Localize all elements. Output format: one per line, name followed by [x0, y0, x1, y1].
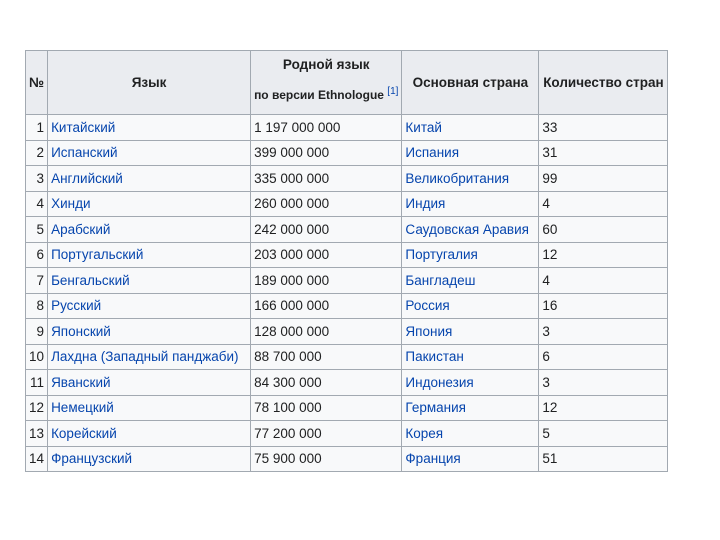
language-cell — [48, 166, 251, 192]
country-link[interactable]: Россия — [405, 298, 450, 314]
row-number: 1 — [26, 115, 48, 141]
language-cell — [48, 268, 251, 294]
country-count-cell: 3 — [539, 370, 668, 396]
country-count-cell: 3 — [539, 319, 668, 345]
table-row — [26, 293, 668, 319]
language-link[interactable]: Арабский — [51, 221, 111, 237]
header-native-source: по версии Ethnologue — [254, 88, 384, 102]
header-main-country[interactable]: Основная страна — [402, 51, 539, 115]
header-native-title: Родной язык — [282, 57, 370, 72]
table-row — [26, 421, 668, 447]
table-row — [26, 395, 668, 421]
header-native-speakers[interactable] — [251, 51, 402, 115]
country-count-cell: 4 — [539, 191, 668, 217]
table-row — [26, 319, 668, 345]
header-native-subtitle — [254, 72, 398, 102]
row-number: 12 — [26, 395, 48, 421]
language-link[interactable]: Испанский — [51, 145, 118, 161]
native-speakers-cell: 75 900 000 — [251, 446, 402, 472]
country-link[interactable]: Пакистан — [405, 349, 464, 365]
country-count-cell: 33 — [539, 115, 668, 141]
native-speakers-cell: 189 000 000 — [251, 268, 402, 294]
country-cell — [402, 242, 539, 268]
country-link[interactable]: Индия — [405, 196, 446, 212]
header-country-count[interactable]: Количество стран — [539, 51, 668, 115]
native-speakers-cell: 1 197 000 000 — [251, 115, 402, 141]
language-link[interactable]: Бенгальский — [51, 272, 130, 288]
country-link[interactable]: Саудовская Аравия — [405, 221, 529, 237]
country-count-cell: 31 — [539, 140, 668, 166]
row-number: 10 — [26, 344, 48, 370]
country-count-cell: 5 — [539, 421, 668, 447]
row-number: 5 — [26, 217, 48, 243]
country-link[interactable]: Португалия — [405, 247, 478, 263]
table-row — [26, 140, 668, 166]
page-content — [25, 50, 668, 472]
language-cell — [48, 293, 251, 319]
language-cell — [48, 191, 251, 217]
language-cell — [48, 344, 251, 370]
country-cell — [402, 421, 539, 447]
country-count-cell: 16 — [539, 293, 668, 319]
row-number: 8 — [26, 293, 48, 319]
language-link[interactable]: Японский — [51, 323, 111, 339]
native-speakers-cell: 128 000 000 — [251, 319, 402, 345]
table-row — [26, 166, 668, 192]
country-count-cell: 6 — [539, 344, 668, 370]
footnote-reference-link[interactable]: [1] — [387, 86, 399, 97]
language-cell — [48, 217, 251, 243]
row-number: 4 — [26, 191, 48, 217]
language-link[interactable]: Португальский — [51, 247, 144, 263]
row-number: 13 — [26, 421, 48, 447]
language-cell — [48, 140, 251, 166]
language-cell — [48, 370, 251, 396]
native-speakers-cell: 77 200 000 — [251, 421, 402, 447]
row-number: 7 — [26, 268, 48, 294]
country-count-cell: 99 — [539, 166, 668, 192]
table-row — [26, 191, 668, 217]
language-cell — [48, 242, 251, 268]
country-link[interactable]: Корея — [405, 425, 444, 441]
header-number[interactable]: № — [26, 51, 48, 115]
row-number: 3 — [26, 166, 48, 192]
country-cell — [402, 395, 539, 421]
country-count-cell: 12 — [539, 395, 668, 421]
country-cell — [402, 268, 539, 294]
language-link[interactable]: Лахдна (Западный панджаби) — [51, 349, 239, 365]
table-row — [26, 115, 668, 141]
language-cell — [48, 446, 251, 472]
native-speakers-cell: 166 000 000 — [251, 293, 402, 319]
country-link[interactable]: Япония — [405, 323, 453, 339]
header-language[interactable]: Язык — [48, 51, 251, 115]
country-cell — [402, 140, 539, 166]
country-count-cell: 4 — [539, 268, 668, 294]
row-number: 2 — [26, 140, 48, 166]
native-speakers-cell: 260 000 000 — [251, 191, 402, 217]
country-count-cell: 60 — [539, 217, 668, 243]
native-speakers-cell: 399 000 000 — [251, 140, 402, 166]
country-cell — [402, 191, 539, 217]
language-link[interactable]: Французский — [51, 451, 133, 467]
country-cell — [402, 319, 539, 345]
country-link[interactable]: Германия — [405, 400, 466, 416]
language-link[interactable]: Русский — [51, 298, 102, 314]
native-speakers-cell: 84 300 000 — [251, 370, 402, 396]
table-row — [26, 242, 668, 268]
country-cell — [402, 166, 539, 192]
country-cell — [402, 446, 539, 472]
table-row — [26, 217, 668, 243]
row-number: 14 — [26, 446, 48, 472]
row-number: 9 — [26, 319, 48, 345]
table-row — [26, 344, 668, 370]
country-link[interactable]: Бангладеш — [405, 272, 476, 288]
language-cell — [48, 421, 251, 447]
country-link[interactable]: Индонезия — [405, 374, 474, 390]
table-header-row — [26, 51, 668, 115]
native-speakers-cell: 78 100 000 — [251, 395, 402, 421]
language-cell — [48, 395, 251, 421]
country-count-cell: 12 — [539, 242, 668, 268]
table-row — [26, 370, 668, 396]
row-number: 6 — [26, 242, 48, 268]
country-count-cell: 51 — [539, 446, 668, 472]
country-cell — [402, 217, 539, 243]
country-link[interactable]: Франция — [405, 451, 461, 467]
row-number: 11 — [26, 370, 48, 396]
native-speakers-cell: 203 000 000 — [251, 242, 402, 268]
language-link[interactable]: Хинди — [51, 196, 91, 212]
language-link[interactable]: Яванский — [51, 374, 111, 390]
native-speakers-cell: 242 000 000 — [251, 217, 402, 243]
language-cell — [48, 115, 251, 141]
country-cell — [402, 370, 539, 396]
country-cell — [402, 344, 539, 370]
country-cell — [402, 293, 539, 319]
country-link[interactable]: Испания — [405, 145, 459, 161]
language-link[interactable]: Немецкий — [51, 400, 114, 416]
native-speakers-cell: 88 700 000 — [251, 344, 402, 370]
country-cell — [402, 115, 539, 141]
language-cell — [48, 319, 251, 345]
country-link[interactable]: Китай — [405, 119, 442, 135]
languages-table — [25, 50, 668, 472]
language-link[interactable]: Английский — [51, 170, 123, 186]
language-link[interactable]: Китайский — [51, 119, 116, 135]
table-row — [26, 268, 668, 294]
table-body — [26, 115, 668, 472]
table-row — [26, 446, 668, 472]
country-link[interactable]: Великобритания — [405, 170, 510, 186]
language-link[interactable]: Корейский — [51, 425, 117, 441]
native-speakers-cell: 335 000 000 — [251, 166, 402, 192]
